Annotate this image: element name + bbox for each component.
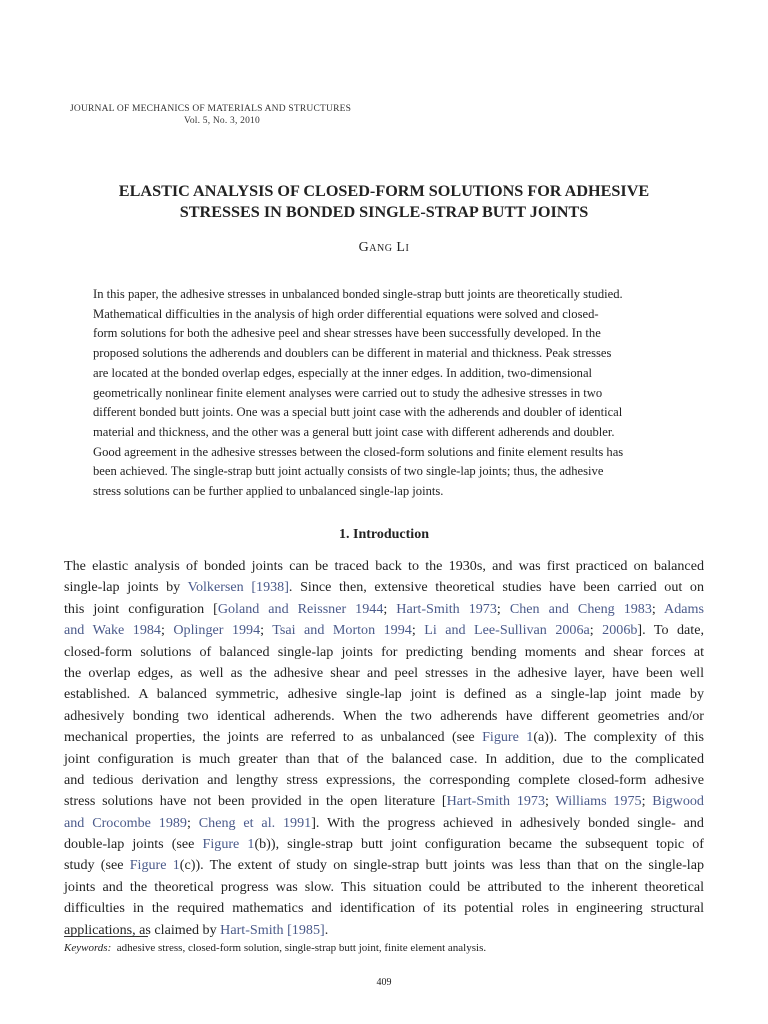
abstract-line: form solutions for both the adhesive peel and shear stresses have been successfully developed. In the: [93, 326, 601, 341]
body-text-run: study (see: [64, 857, 130, 874]
citation-link[interactable]: Bigwood: [652, 793, 704, 810]
body-text-run: .: [324, 921, 329, 938]
figure-link[interactable]: Figure 1: [202, 836, 255, 853]
body-text-run: (c)). The extent of study on single-strap butt joints was less than that on the single-lap: [179, 857, 705, 874]
citation-link[interactable]: Williams 1975: [555, 793, 642, 810]
paper-title: [60, 181, 708, 223]
abstract: [93, 285, 677, 502]
body-line: [64, 855, 704, 876]
body-text-run: ;: [260, 622, 273, 639]
section-heading: 1. Introduction: [339, 527, 429, 542]
body-text-run: ;: [545, 793, 556, 810]
citation-link[interactable]: Hart-Smith [1985]: [220, 921, 325, 938]
citation-link[interactable]: Oplinger 1994: [173, 622, 261, 639]
abstract-line: geometrically nonlinear finite element analyses were carried out to study the adhesive stresses in two: [93, 385, 603, 400]
body-text-run: ]. To date,: [637, 622, 704, 639]
citation-link[interactable]: Adams: [664, 600, 704, 617]
citation-link[interactable]: 2006b: [602, 622, 638, 639]
journal-volume: Vol. 5, No. 3, 2010: [184, 116, 260, 126]
body-text-run: ;: [160, 622, 174, 639]
body-line: The elastic analysis of bonded joints can be traced back to the 1930s, and was first practiced on balanced: [64, 558, 704, 574]
citation-link[interactable]: and Wake 1984: [64, 622, 161, 639]
body-text-run: double-lap joints (see: [64, 836, 203, 853]
body-text-run: ;: [651, 600, 665, 617]
body-text-run: ;: [186, 814, 199, 831]
citation-link[interactable]: Volkersen [1938]: [187, 579, 289, 596]
body-line: joint configuration is much greater than that of the balanced case. In addition, due to the complicated: [64, 750, 704, 767]
abstract-line: Good agreement in the adhesive stresses between the closed-form solutions and finite element results has: [93, 444, 624, 459]
body-text-run: ;: [589, 622, 603, 639]
body-line: adhesively bonding two identical adherends. When the two adherends have different geometries and/or: [64, 707, 704, 724]
journal-header: [70, 103, 351, 127]
abstract-line: material and thickness, and the other was a general butt joint case with different adherends and doubler.: [93, 424, 615, 439]
body-text-run: single-lap joints by: [64, 579, 188, 596]
citation-link[interactable]: Hart-Smith 1973: [396, 600, 497, 617]
figure-link[interactable]: Figure 1: [129, 857, 180, 874]
abstract-line: are located at the bonded overlap edges, especially at the inner edges. In addition, two-dimensional: [93, 365, 593, 380]
body-line: the overlap edges, as well as the adhesive shear and peel stresses in the adhesive layer, have been well: [64, 664, 704, 681]
body-text-run: mechanical properties, the joints are referred to as unbalanced (see: [64, 729, 483, 746]
body-text-run: stress solutions have not been provided in the open literature [: [64, 793, 447, 810]
abstract-line: different bonded butt joints. One was a special butt joint case with the adherends and doubler of identical: [93, 405, 623, 420]
keywords-footnote: [64, 942, 486, 954]
body-line: [64, 620, 704, 641]
body-text-run: . Since then, extensive theoretical studies have been carried out on: [288, 579, 705, 596]
body-text-run: ;: [383, 600, 397, 617]
body-text-run: (b)), single-strap butt joint configuration became the subsequent topic of: [254, 836, 705, 853]
body-line: [64, 834, 704, 855]
body-text-run: ]. With the progress achieved in adhesively bonded single- and: [311, 814, 704, 831]
body-line: and tedious derivation and lengthy stress expressions, the corresponding complete closed-form adhesive: [64, 771, 704, 788]
citation-link[interactable]: Hart-Smith 1973: [446, 793, 546, 810]
keywords-label: Keywords:: [64, 942, 112, 954]
title-line-1: ELASTIC ANALYSIS OF CLOSED-FORM SOLUTIONS FOR ADHESIVE: [118, 182, 650, 200]
body-text-run: ;: [641, 793, 653, 810]
body-line: joints and the theoretical progress was slow. This situation could be attributed to the inherent theoretical: [64, 878, 704, 895]
title-line-2: STRESSES IN BONDED SINGLE-STRAP BUTT JOINTS: [179, 203, 589, 221]
citation-link[interactable]: Tsai and Morton 1994: [272, 622, 412, 639]
citation-link[interactable]: Cheng et al. 1991: [198, 814, 312, 831]
author-name: Gang Li: [358, 240, 410, 255]
abstract-line: In this paper, the adhesive stresses in unbalanced bonded single-strap butt joints are theoretically studied.: [93, 287, 623, 301]
body-line: closed-form solutions of balanced single-lap joints for predicting bending moments and shear forces at: [64, 643, 704, 660]
body-line: [64, 920, 704, 941]
abstract-line: proposed solutions the adherends and doublers can be different in material and thickness. Peak stresses: [93, 346, 612, 361]
abstract-line: Mathematical difficulties in the analysis of high order differential equations were solved and closed-: [93, 306, 599, 321]
citation-link[interactable]: Chen and Cheng 1983: [509, 600, 652, 617]
citation-link[interactable]: Goland and Reissner 1944: [217, 600, 384, 617]
journal-name: JOURNAL OF MECHANICS OF MATERIALS AND STRUCTURES: [70, 104, 352, 114]
body-text-run: ;: [411, 622, 425, 639]
body-text-run: applications, as claimed by: [64, 921, 221, 938]
body-line: [64, 791, 704, 812]
body-text-run: this joint configuration [: [64, 600, 218, 617]
introduction-body: [64, 556, 704, 941]
abstract-line: stress solutions can be further applied to unbalanced single-lap joints.: [93, 484, 444, 499]
footnote-divider: [64, 936, 148, 937]
citation-link[interactable]: Li and Lee-Sullivan 2006a: [424, 622, 590, 639]
body-line: difficulties in the required mathematics and identification of its potential roles in engineering structural: [64, 900, 704, 917]
body-line: [64, 577, 704, 598]
citation-link[interactable]: and Crocombe 1989: [64, 814, 187, 831]
body-text-run: ;: [496, 600, 510, 617]
body-line: established. A balanced symmetric, adhesive single-lap joint is defined as a single-lap joint made by: [64, 686, 704, 703]
body-line: [64, 727, 704, 748]
body-line: [64, 813, 704, 834]
body-line: [64, 599, 704, 620]
body-text-run: (a)). The complexity of this: [533, 729, 704, 746]
keywords-text: adhesive stress, closed-form solution, single-strap butt joint, finite element analysis.: [116, 942, 487, 954]
abstract-line: been achieved. The single-strap butt joint actually consists of two single-lap joints; thus, the adhesive: [93, 464, 604, 479]
page-number: 409: [376, 977, 392, 988]
figure-link[interactable]: Figure 1: [482, 729, 534, 746]
